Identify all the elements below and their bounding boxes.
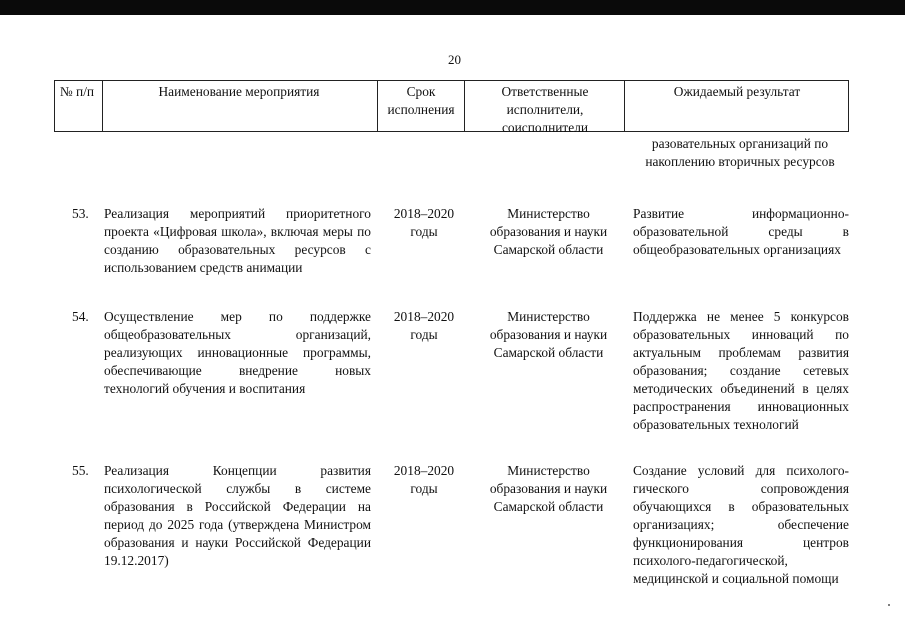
table-header-bottom-line — [54, 131, 849, 132]
header-result: Ожидаемый результат — [673, 84, 801, 99]
table-header-vline-3 — [464, 80, 465, 132]
table-header-vline-0 — [54, 80, 55, 132]
row-54-result: Поддержка не менее 5 конкурсов образовательных инноваций по актуальным проблемам развития образования; создание сетевых методических объединений в целях распространения инновационных образовательных технологий — [633, 309, 849, 432]
page-number: 20 — [448, 52, 461, 67]
table-header-top-line — [54, 80, 849, 81]
table-header-vline-5 — [848, 80, 849, 132]
header-name: Наименование мероприятия — [158, 84, 320, 99]
header-term: Срок исполнения — [387, 84, 455, 117]
table-header-vline-2 — [377, 80, 378, 132]
row-55-num: 55. — [72, 463, 89, 478]
row-54-name: Осуществление мер по поддержке общеобразовательных организаций, реализующих инновационные программы, обеспечивающие внедрение новых технологий обучения и воспитания — [104, 309, 371, 396]
row-54-term: 2018–2020 годы — [393, 309, 455, 342]
header-num: № п/п — [59, 84, 95, 99]
header-responsible: Ответственные исполнители, соисполнители — [501, 84, 589, 135]
row-55-result: Создание условий для психолого-гического сопровождения обучающихся в образовательных организациях; обеспечение функционирования центров психолого-педагогической, медицинской и социальной помощи — [633, 463, 849, 586]
scan-speck — [888, 604, 890, 606]
row-53-num: 53. — [72, 206, 89, 221]
row-55-responsible: Министерство образования и науки Самарской области — [489, 463, 608, 514]
row-53-responsible: Министерство образования и науки Самарской области — [489, 206, 608, 257]
row-54-responsible: Министерство образования и науки Самарской области — [489, 309, 608, 360]
continued-result-text: разовательных организаций по накоплению вторичных ресурсов — [645, 136, 835, 169]
scan-top-border — [0, 0, 905, 15]
table-header-vline-1 — [102, 80, 103, 132]
row-55-name: Реализация Концепции развития психологической службы в системе образования в Российской Федерации на период до 2025 года (утверждена Министром образования и науки Российской Федерации 19.12.2017) — [104, 463, 371, 568]
row-53-result: Развитие информационно-образовательной среды в общеобразовательных организациях — [633, 206, 849, 257]
row-55-term: 2018–2020 годы — [393, 463, 455, 496]
row-54-num: 54. — [72, 309, 89, 324]
table-header-vline-4 — [624, 80, 625, 132]
row-53-name: Реализация мероприятий приоритетного проекта «Цифровая школа», включая меры по созданию образовательных ресурсов с использованием средств анимации — [104, 206, 371, 275]
row-53-term: 2018–2020 годы — [393, 206, 455, 239]
